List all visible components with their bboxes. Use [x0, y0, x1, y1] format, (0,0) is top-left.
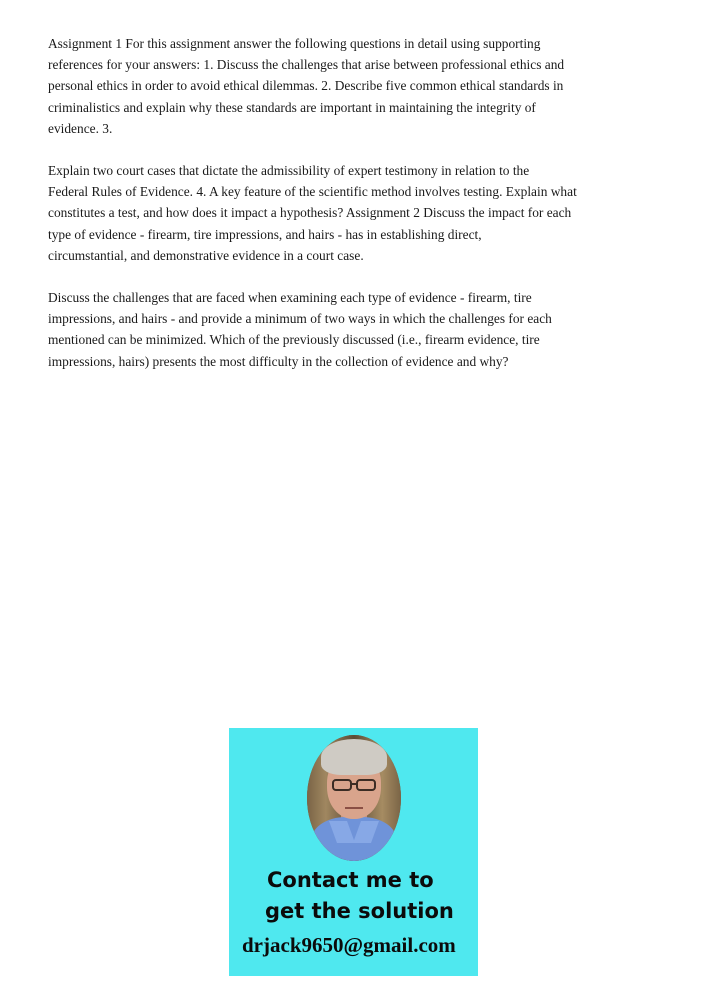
- text-line: Discuss the challenges that are faced when examining each type of evidence - firearm, tire: [48, 290, 532, 306]
- text-line: impressions, hairs) presents the most difficulty in the collection of evidence and why?: [48, 353, 509, 369]
- text-line: constitutes a test, and how does it impact a hypothesis? Assignment 2 Discuss the impact for each: [48, 205, 572, 221]
- glasses-icon-right: [356, 779, 376, 791]
- text-line: Federal Rules of Evidence. 4. A key feature of the scientific method involves testing. Explain what: [48, 184, 577, 200]
- glasses-icon-left: [332, 779, 352, 791]
- text-line: type of evidence - firearm, tire impressions, and hairs - has in establishing direct,: [48, 226, 482, 242]
- promo-headline-line-1: Contact me to: [267, 868, 434, 892]
- promo-headline-line-2: get the solution: [265, 899, 454, 923]
- contact-promo-banner[interactable]: [229, 728, 478, 976]
- paragraph-court-cases: [48, 160, 628, 266]
- portrait-mouth: [345, 807, 363, 809]
- document-body: [48, 33, 628, 393]
- text-line: mentioned can be minimized. Which of the previously discussed (i.e., firearm evidence, tire: [48, 332, 540, 348]
- text-line: criminalistics and explain why these standards are important in maintaining the integrity of: [48, 99, 536, 115]
- text-line: impressions, and hairs - and provide a minimum of two ways in which the challenges for each: [48, 311, 552, 327]
- paragraph-challenges: [48, 287, 628, 372]
- text-line: Assignment 1 For this assignment answer the following questions in detail using supporting: [48, 36, 541, 51]
- glasses-bridge: [351, 783, 357, 785]
- promo-email-link[interactable]: drjack9650@gmail.com: [242, 933, 456, 957]
- text-line: personal ethics in order to avoid ethical dilemmas. 2. Describe five common ethical standards in: [48, 78, 564, 94]
- text-line: circumstantial, and demonstrative evidence in a court case.: [48, 247, 364, 263]
- portrait-hair: [321, 739, 387, 775]
- text-line: references for your answers: 1. Discuss the challenges that arise between professional ethics and: [48, 57, 565, 73]
- text-line: Explain two court cases that dictate the admissibility of expert testimony in relation to the: [48, 163, 530, 179]
- text-line: evidence. 3.: [48, 120, 113, 136]
- portrait-avatar-icon: [307, 735, 401, 861]
- paragraph-assignment-1: [48, 33, 628, 139]
